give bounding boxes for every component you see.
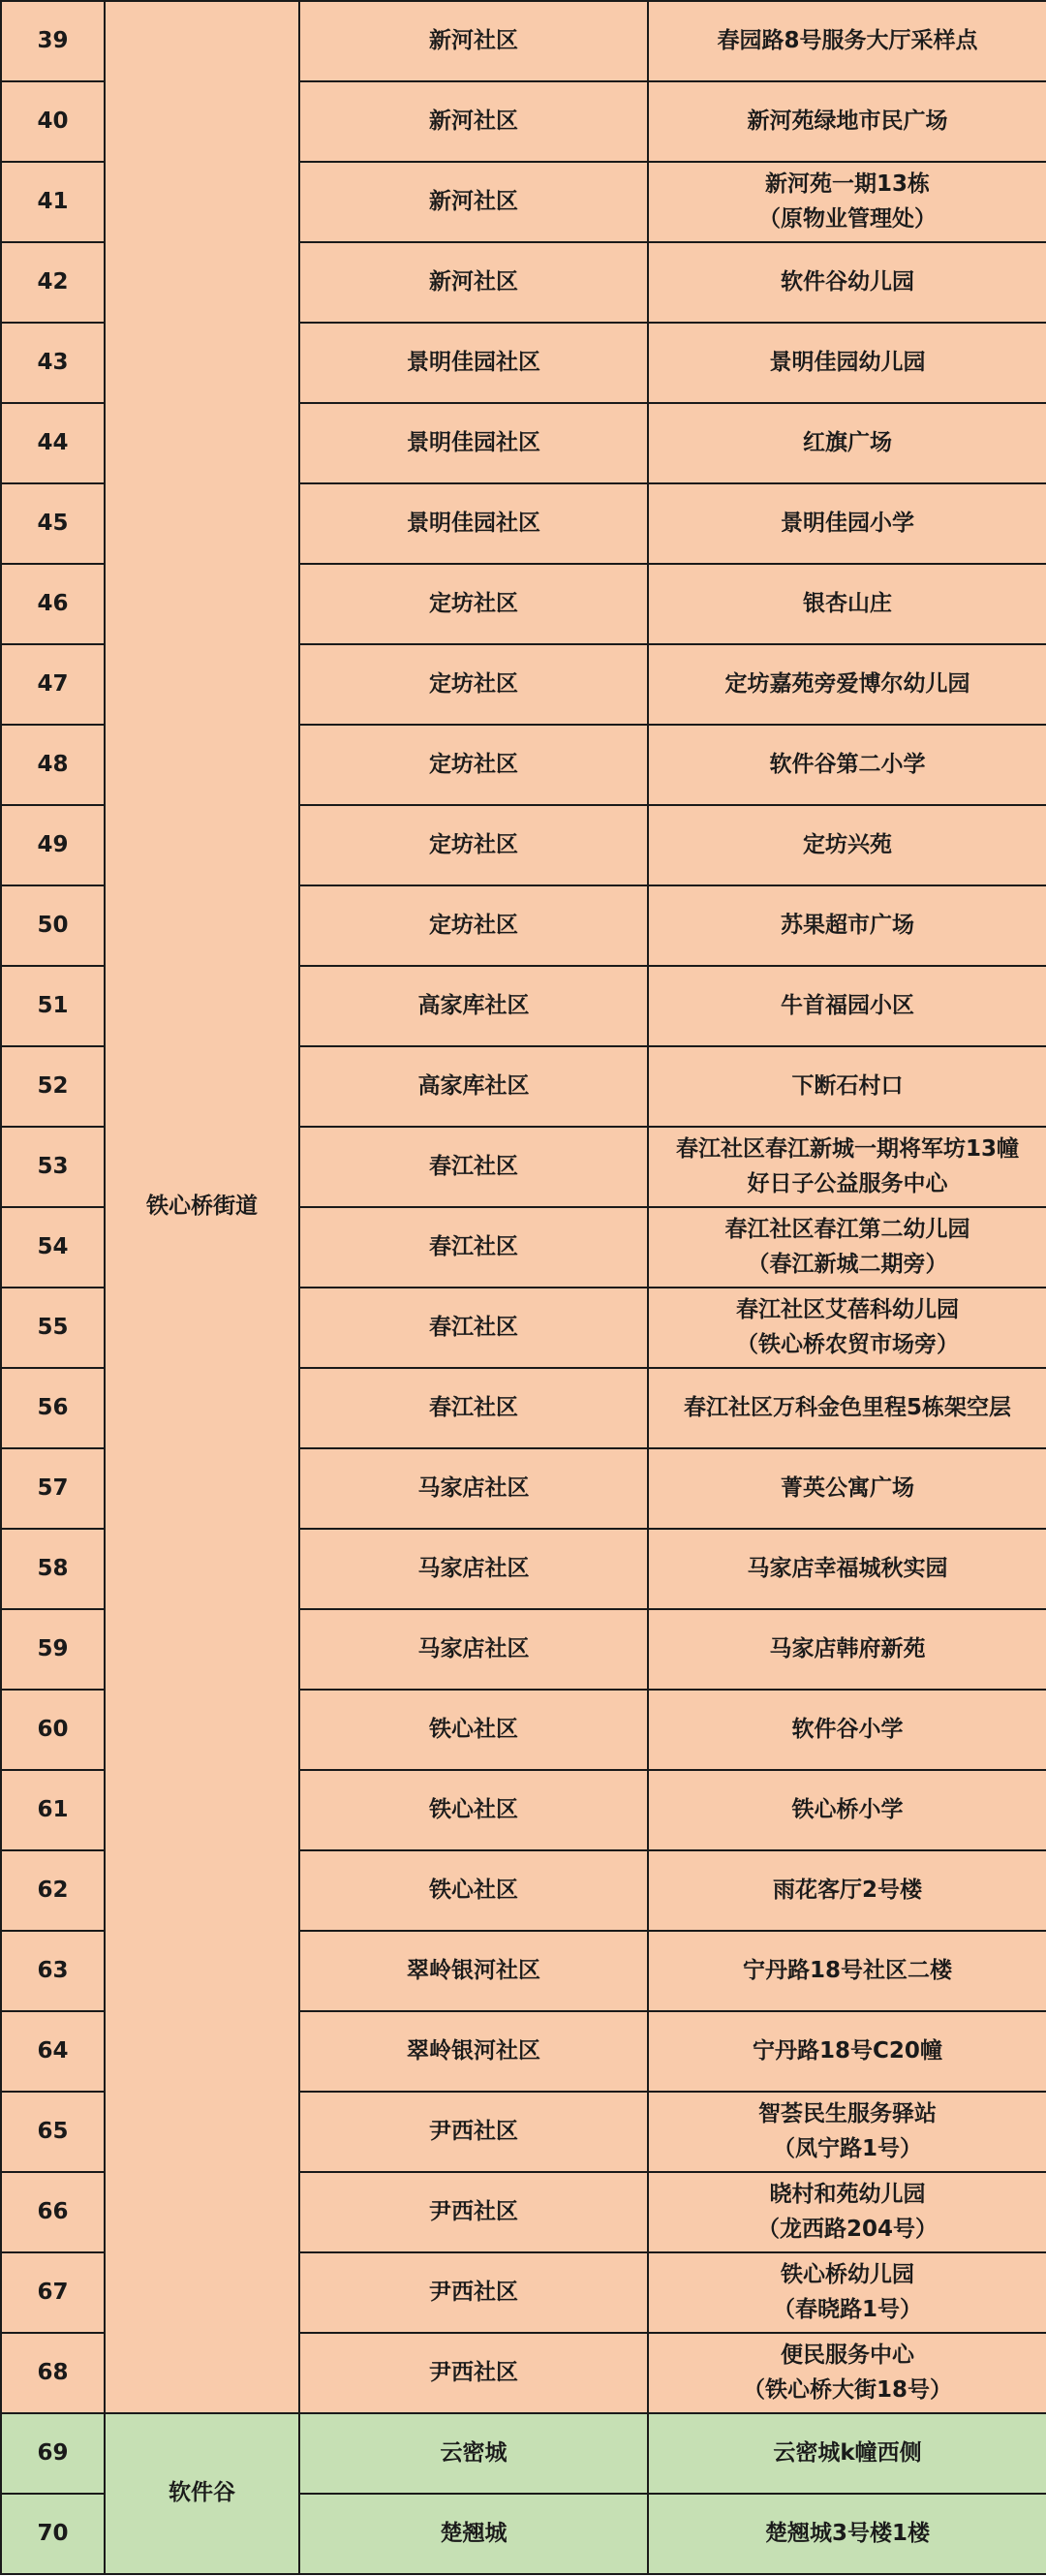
site-cell: 软件谷幼儿园	[648, 242, 1046, 323]
site-cell: 宁丹路18号社区二楼	[648, 1931, 1046, 2011]
row-number-cell: 58	[1, 1529, 105, 1609]
community-cell: 春江社区	[299, 1127, 648, 1207]
community-cell: 铁心社区	[299, 1690, 648, 1770]
site-cell: 春江社区艾蓓科幼儿园 （铁心桥农贸市场旁）	[648, 1288, 1046, 1368]
community-cell: 翠岭银河社区	[299, 1931, 648, 2011]
row-number-cell: 39	[1, 1, 105, 81]
row-number-cell: 62	[1, 1850, 105, 1931]
row-number-cell: 52	[1, 1046, 105, 1127]
site-cell: 新河苑一期13栋 （原物业管理处）	[648, 162, 1046, 242]
community-cell: 新河社区	[299, 162, 648, 242]
community-cell: 新河社区	[299, 81, 648, 162]
community-cell: 翠岭银河社区	[299, 2011, 648, 2092]
site-cell: 红旗广场	[648, 403, 1046, 483]
row-number-cell: 63	[1, 1931, 105, 2011]
table-row	[1, 1, 1046, 81]
community-cell: 马家店社区	[299, 1529, 648, 1609]
table-body	[1, 1, 1046, 2574]
row-number-cell: 57	[1, 1448, 105, 1529]
row-number-cell: 54	[1, 1207, 105, 1288]
site-cell: 智荟民生服务驿站 （凤宁路1号）	[648, 2092, 1046, 2172]
community-cell: 定坊社区	[299, 725, 648, 805]
site-cell: 定坊兴苑	[648, 805, 1046, 885]
community-cell: 云密城	[299, 2413, 648, 2494]
row-number-cell: 66	[1, 2172, 105, 2252]
site-cell: 新河苑绿地市民广场	[648, 81, 1046, 162]
site-cell: 便民服务中心 （铁心桥大街18号）	[648, 2333, 1046, 2413]
row-number-cell: 56	[1, 1368, 105, 1448]
street-cell: 铁心桥街道	[105, 1, 299, 2413]
table-row	[1, 2413, 1046, 2494]
site-cell: 苏果超市广场	[648, 885, 1046, 966]
street-cell: 软件谷	[105, 2413, 299, 2574]
community-cell: 高家库社区	[299, 966, 648, 1046]
site-cell: 马家店韩府新苑	[648, 1609, 1046, 1690]
site-cell: 铁心桥幼儿园 （春晓路1号）	[648, 2252, 1046, 2333]
row-number-cell: 53	[1, 1127, 105, 1207]
site-cell: 春江社区万科金色里程5栋架空层	[648, 1368, 1046, 1448]
site-cell: 宁丹路18号C20幢	[648, 2011, 1046, 2092]
row-number-cell: 47	[1, 644, 105, 725]
community-cell: 尹西社区	[299, 2172, 648, 2252]
community-cell: 高家库社区	[299, 1046, 648, 1127]
community-cell: 定坊社区	[299, 885, 648, 966]
site-cell: 软件谷小学	[648, 1690, 1046, 1770]
row-number-cell: 41	[1, 162, 105, 242]
community-cell: 定坊社区	[299, 564, 648, 644]
community-cell: 尹西社区	[299, 2092, 648, 2172]
site-cell: 下断石村口	[648, 1046, 1046, 1127]
site-cell: 景明佳园幼儿园	[648, 323, 1046, 403]
site-cell: 楚翘城3号楼1楼	[648, 2494, 1046, 2574]
site-cell: 云密城k幢西侧	[648, 2413, 1046, 2494]
community-cell: 景明佳园社区	[299, 483, 648, 564]
site-cell: 菁英公寓广场	[648, 1448, 1046, 1529]
row-number-cell: 59	[1, 1609, 105, 1690]
community-cell: 春江社区	[299, 1368, 648, 1448]
community-cell: 楚翘城	[299, 2494, 648, 2574]
site-cell: 春江社区春江新城一期将军坊13幢 好日子公益服务中心	[648, 1127, 1046, 1207]
row-number-cell: 68	[1, 2333, 105, 2413]
site-cell: 银杏山庄	[648, 564, 1046, 644]
site-cell: 软件谷第二小学	[648, 725, 1046, 805]
row-number-cell: 51	[1, 966, 105, 1046]
row-number-cell: 46	[1, 564, 105, 644]
community-cell: 新河社区	[299, 242, 648, 323]
community-cell: 景明佳园社区	[299, 403, 648, 483]
community-cell: 新河社区	[299, 1, 648, 81]
site-cell: 定坊嘉苑旁爱博尔幼儿园	[648, 644, 1046, 725]
row-number-cell: 64	[1, 2011, 105, 2092]
community-cell: 马家店社区	[299, 1609, 648, 1690]
site-cell: 铁心桥小学	[648, 1770, 1046, 1850]
row-number-cell: 60	[1, 1690, 105, 1770]
row-number-cell: 44	[1, 403, 105, 483]
row-number-cell: 43	[1, 323, 105, 403]
site-cell: 晓村和苑幼儿园 （龙西路204号）	[648, 2172, 1046, 2252]
community-cell: 春江社区	[299, 1207, 648, 1288]
site-cell: 雨花客厅2号楼	[648, 1850, 1046, 1931]
site-cell: 春江社区春江第二幼儿园 （春江新城二期旁）	[648, 1207, 1046, 1288]
community-cell: 定坊社区	[299, 644, 648, 725]
row-number-cell: 49	[1, 805, 105, 885]
site-cell: 马家店幸福城秋实园	[648, 1529, 1046, 1609]
community-cell: 春江社区	[299, 1288, 648, 1368]
row-number-cell: 65	[1, 2092, 105, 2172]
row-number-cell: 70	[1, 2494, 105, 2574]
row-number-cell: 67	[1, 2252, 105, 2333]
community-cell: 尹西社区	[299, 2252, 648, 2333]
row-number-cell: 61	[1, 1770, 105, 1850]
row-number-cell: 42	[1, 242, 105, 323]
community-cell: 铁心社区	[299, 1850, 648, 1931]
row-number-cell: 50	[1, 885, 105, 966]
site-cell: 景明佳园小学	[648, 483, 1046, 564]
community-cell: 尹西社区	[299, 2333, 648, 2413]
community-cell: 定坊社区	[299, 805, 648, 885]
row-number-cell: 48	[1, 725, 105, 805]
row-number-cell: 45	[1, 483, 105, 564]
row-number-cell: 55	[1, 1288, 105, 1368]
community-cell: 铁心社区	[299, 1770, 648, 1850]
row-number-cell: 40	[1, 81, 105, 162]
community-cell: 景明佳园社区	[299, 323, 648, 403]
site-cell: 春园路8号服务大厅采样点	[648, 1, 1046, 81]
site-cell: 牛首福园小区	[648, 966, 1046, 1046]
community-cell: 马家店社区	[299, 1448, 648, 1529]
row-number-cell: 69	[1, 2413, 105, 2494]
